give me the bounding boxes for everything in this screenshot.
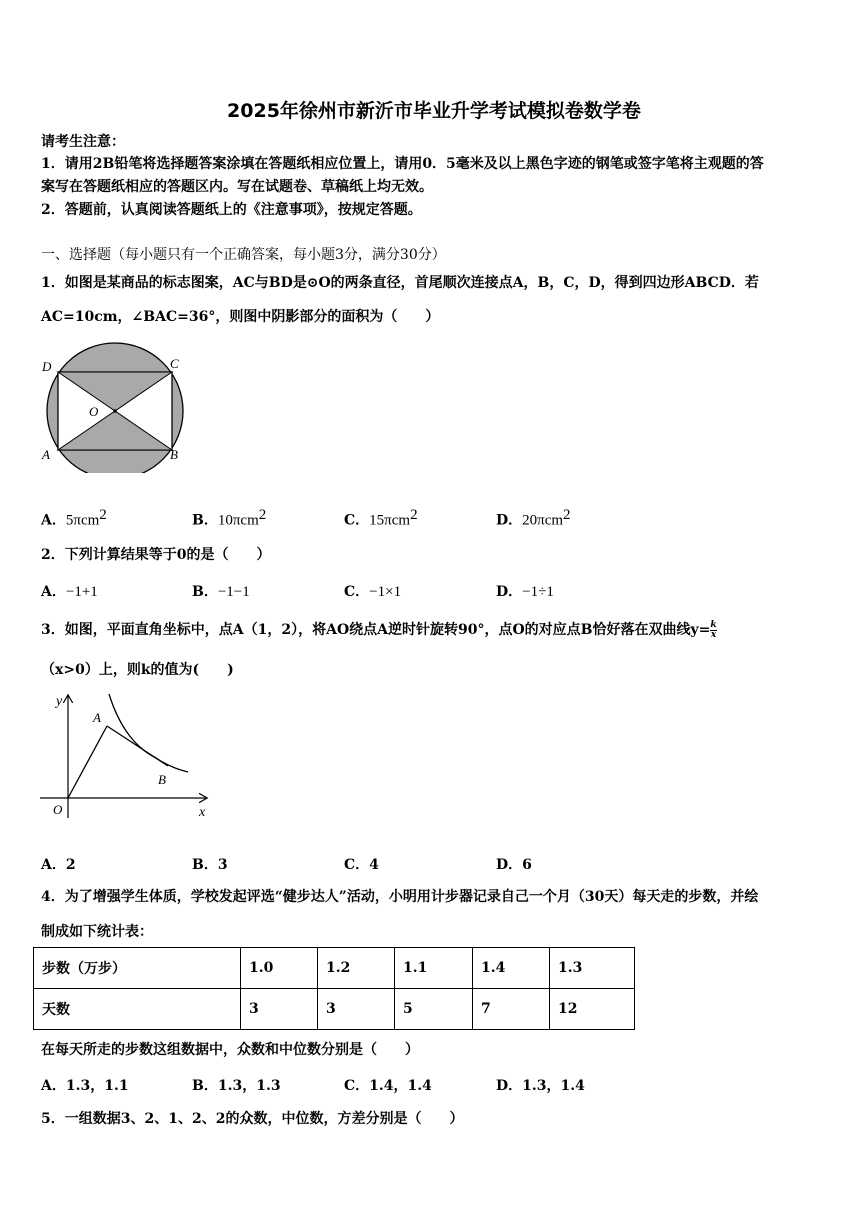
q2-option-a[interactable]: A．−1+1 — [41, 584, 98, 600]
q3-option-a[interactable]: A．2 — [41, 857, 76, 873]
q4-question: 在每天所走的步数这组数据中，众数和中位数分别是（ ） — [41, 1042, 419, 1058]
label-O: O — [53, 802, 63, 817]
label-C: C — [170, 356, 179, 371]
table-cell: 1.2 — [318, 948, 395, 989]
q4-stem-line1: 4．为了增强学生体质，学校发起评选“健步达人”活动，小明用计步器记录自己一个月（30天）每天走的步数，并绘 — [41, 889, 759, 905]
table-cell: 3 — [318, 989, 395, 1030]
q1-stem-line2: AC=10cm，∠BAC=36°，则图中阴影部分的面积为（ ） — [41, 309, 440, 325]
q1-stem-line1: 1．如图是某商品的标志图案，AC与BD是⊙O的两条直径，首尾顺次连接点A，B，C，D，得到四边形ABCD．若 — [41, 275, 759, 291]
table-cell: 12 — [550, 989, 635, 1030]
notice-line-3: 2．答题前，认真阅读答题纸上的《注意事项》，按规定答题。 — [41, 202, 422, 218]
q4-option-d[interactable]: D．1.3，1.4 — [496, 1078, 585, 1094]
q4-stem-line2: 制成如下统计表： — [41, 924, 153, 940]
label-A: A — [42, 447, 50, 462]
label-x: x — [199, 805, 206, 820]
q3-option-d[interactable]: D．6 — [496, 857, 532, 873]
table-row — [34, 948, 635, 989]
q5-stem: 5．一组数据3、2、1、2、2的众数，中位数，方差分别是（ ） — [41, 1111, 464, 1127]
label-y: y — [56, 694, 63, 709]
q4-option-b[interactable]: B．1.3，1.3 — [192, 1078, 281, 1094]
fraction-k-over-x: $\frac{k}{x}$ — [710, 619, 717, 640]
label-O: O — [89, 404, 99, 419]
table-row — [34, 989, 635, 1030]
q2-stem: 2．下列计算结果等于0的是（ ） — [41, 547, 271, 563]
q3-option-b[interactable]: B．3 — [192, 857, 228, 873]
label-B: B — [158, 772, 166, 787]
table-cell: 1.1 — [395, 948, 473, 989]
notice-heading: 请考生注意： — [41, 134, 125, 150]
q1-option-a[interactable]: A．5πcm$^2$ — [41, 507, 107, 529]
q4-option-c[interactable]: C．1.4，1.4 — [344, 1078, 432, 1094]
label-D: D — [42, 359, 52, 374]
section-heading: 一、选择题（每小题只有一个正确答案，每小题3分，满分30分） — [41, 247, 446, 263]
q2-option-b[interactable]: B．−1−1 — [192, 584, 250, 600]
label-B: B — [170, 447, 178, 462]
q1-option-b[interactable]: B．10πcm$^2$ — [192, 507, 267, 529]
table-cell: 1.0 — [241, 948, 318, 989]
q1-circle-figure — [36, 338, 196, 473]
table-cell: 5 — [395, 989, 473, 1030]
table-cell: 3 — [241, 989, 318, 1030]
table-cell: 1.3 — [550, 948, 635, 989]
q4-option-a[interactable]: A．1.3，1.1 — [41, 1078, 129, 1094]
q1-option-c[interactable]: C．15πcm$^2$ — [344, 507, 418, 529]
table-cell: 步数（万步） — [34, 948, 241, 989]
q3-coordinate-figure — [36, 690, 216, 825]
notice-line-2: 案写在答题纸相应的答题区内。写在试题卷、草稿纸上均无效。 — [41, 179, 433, 195]
steps-table — [33, 947, 635, 1030]
q1-option-d[interactable]: D．20πcm$^2$ — [496, 507, 571, 529]
q3-stem-line1: 3．如图，平面直角坐标中，点A（1，2），将AO绕点A逆时针旋转90°，点O的对应点B恰好落在双曲线y= $\frac{k}{x}$ — [41, 619, 717, 640]
table-cell: 天数 — [34, 989, 241, 1030]
q2-option-c[interactable]: C．−1×1 — [344, 584, 402, 600]
notice-line-1: 1．请用2B铅笔将选择题答案涂填在答题纸相应位置上，请用0．5毫米及以上黑色字迹的钢笔或签字笔将主观题的答 — [41, 156, 764, 172]
q3-option-c[interactable]: C．4 — [344, 857, 379, 873]
table-cell: 7 — [473, 989, 550, 1030]
q3-stem-line2: （x>0）上，则k的值为( ) — [41, 662, 234, 678]
q2-option-d[interactable]: D．−1÷1 — [496, 584, 554, 600]
page-title: 2025年徐州市新沂市毕业升学考试模拟卷数学卷 — [227, 100, 641, 122]
table-cell: 1.4 — [473, 948, 550, 989]
label-A: A — [93, 710, 101, 725]
